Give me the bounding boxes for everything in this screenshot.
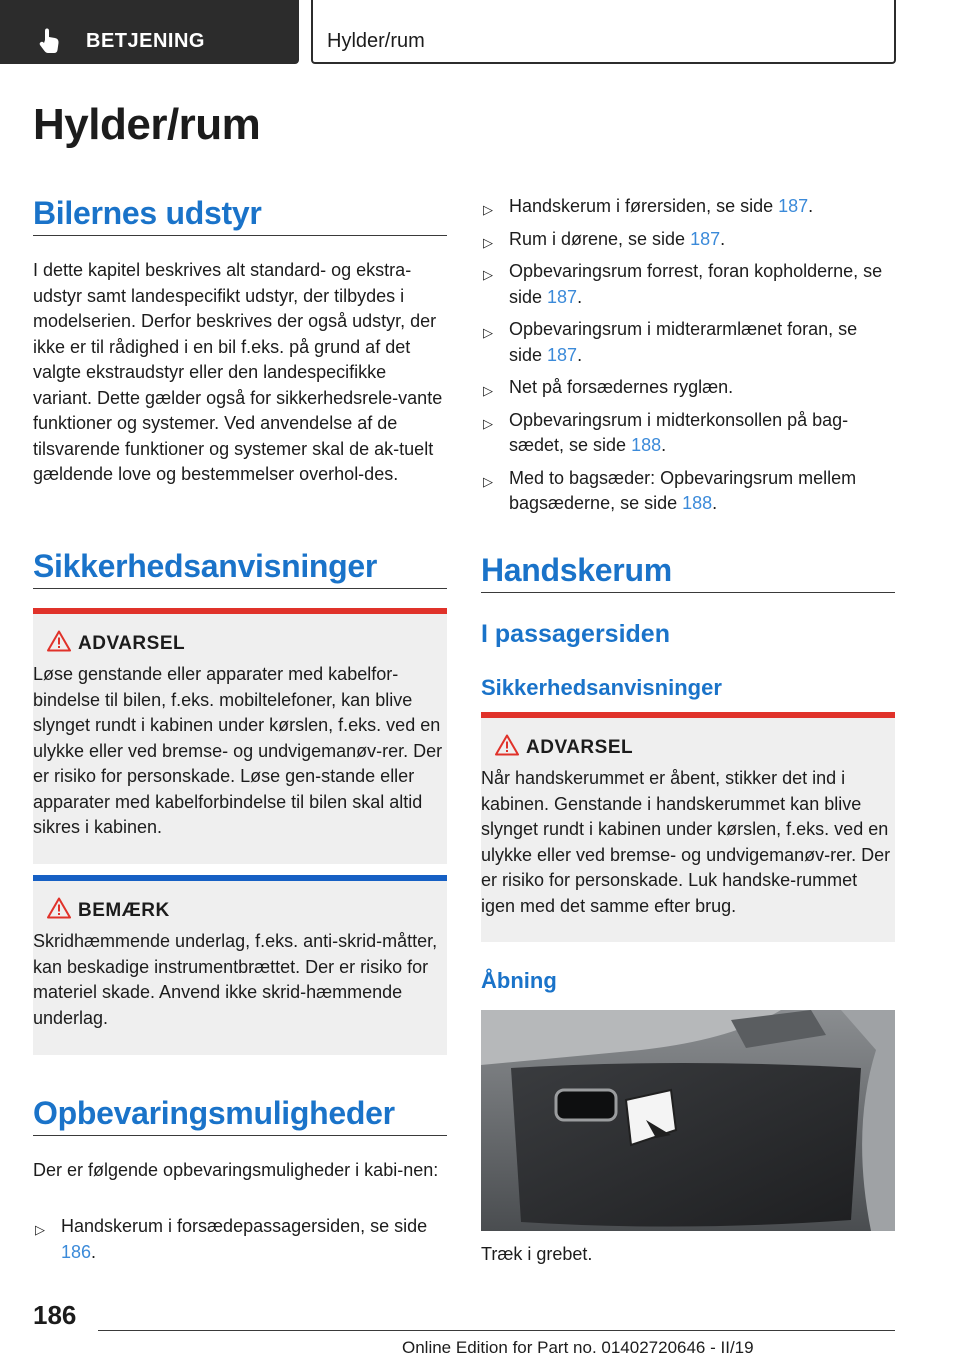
list-item: ▷ Med to bagsæder: Opbevaringsrum mellem bagsæderne, se side 188. bbox=[483, 467, 857, 513]
heading-rule bbox=[33, 235, 447, 236]
topic-title: Hylder/rum bbox=[327, 30, 425, 52]
hand-pointer-icon bbox=[36, 26, 66, 56]
section-title: BETJENING bbox=[86, 30, 205, 52]
heading-safety-sub: Sikkerhedsanvisninger bbox=[481, 675, 722, 700]
warning-bar bbox=[33, 608, 447, 614]
notice-text: Skridhæmmende underlag, f.eks. anti-skrid-måtter, kan beskadige instrumentbrættet. Der er risiko for materiel skade. Anvend ikke skrid-hæmmende underlag. bbox=[33, 931, 438, 1028]
notice-box bbox=[33, 875, 447, 1055]
page-reference-link[interactable]: 187 bbox=[690, 228, 721, 249]
list-item: ▷ Handskerum i førersiden, se side 187. bbox=[481, 194, 895, 220]
warning-box bbox=[33, 608, 447, 864]
heading-equipment: Bilernes udstyr bbox=[33, 195, 262, 231]
edition-info: Online Edition for Part no. 01402720646 - II/19 bbox=[402, 1338, 754, 1357]
page-title: Hylder/rum bbox=[33, 100, 261, 149]
page-reference-link[interactable]: 187 bbox=[778, 196, 809, 216]
bullet-triangle-icon: ▷ bbox=[483, 383, 493, 398]
warning-label: ADVARSEL bbox=[78, 633, 186, 654]
equipment-paragraph: I dette kapitel beskrives alt standard- og ekstra-udstyr samt landespecifikt udstyr, der tilbydes i modelserien. Derfor beskrives der også udstyr, der ikke er til rådighed i en bil f.eks. på grund af det valgte ekstraudstyr eller den landespecifikke variant. Dette gælder også for sikkerhedsrele-vante funktioner og systemer. Ved anvendelse af de tilsvarende funktioner og systemer skal de ak-tuelt gældende love og bestemmelser overhol-des. bbox=[33, 260, 443, 484]
warning-text: Når handskerummet er åbent, stikker det ind i kabinen. Genstande i handskerummet kan blive slynget rundt i kabinen under kørslen, f.eks. ved en ulykke eller ved bremse- og undvigemanøv-rer. Der er risiko for personskade. Luk handske-rummet igen med det samme efter brug. bbox=[481, 768, 891, 916]
heading-glovebox: Handskerum bbox=[481, 552, 672, 588]
list-item: ▷ Rum i dørene, se side 187. bbox=[481, 227, 895, 253]
list-item: ▷ Opbevaringsrum i midterarmlænet foran, se side 187. bbox=[483, 319, 858, 365]
glovebox-illustration bbox=[481, 1010, 895, 1231]
bullet-triangle-icon: ▷ bbox=[483, 325, 493, 340]
notice-bar bbox=[33, 875, 447, 881]
warning-triangle-icon bbox=[495, 734, 519, 756]
storage-intro: Der er følgende opbevaringsmuligheder i kabi-nen: bbox=[33, 1160, 439, 1180]
warning-triangle-icon bbox=[47, 897, 71, 919]
page-reference-link[interactable]: 187 bbox=[547, 286, 578, 307]
page-reference-link[interactable]: 188 bbox=[631, 435, 662, 455]
footer-rule bbox=[98, 1330, 895, 1331]
list-item: ▷ Handskerum i forsædepassagersiden, se side 186. bbox=[35, 1216, 428, 1262]
bullet-triangle-icon: ▷ bbox=[483, 415, 493, 431]
warning-text: Løse genstande eller apparater med kabelfor-bindelse til bilen, f.eks. mobiltelefoner, kan blive slynget rundt i kabinen under kørslen, f.eks. ved en ulykke eller ved bremse- og undvigemanøv-rer. Der er risiko for personskade. Løse gen-stande eller apparater med kabelforbindelse til bilen skal altid sikres i kabinen. bbox=[33, 664, 443, 837]
glovebox-photo bbox=[481, 1010, 895, 1231]
page-reference-link[interactable]: 187 bbox=[547, 344, 578, 365]
list-item: ▷ Opbevaringsrum i midterkonsollen på bag-sædet, se side 188. bbox=[483, 409, 849, 455]
heading-rule bbox=[33, 1135, 447, 1136]
section-tab bbox=[0, 0, 299, 64]
list-item: ▷ Opbevaringsrum forrest, foran kopholderne, se side 187. bbox=[483, 261, 883, 307]
warning-triangle-icon bbox=[47, 630, 71, 652]
page-number: 186 bbox=[33, 1300, 77, 1330]
heading-rule bbox=[481, 592, 895, 593]
page-reference-link[interactable]: 188 bbox=[682, 493, 713, 513]
list-item: ▷ Net på forsædernes ryglæn. bbox=[481, 375, 895, 401]
warning-label: ADVARSEL bbox=[526, 737, 634, 758]
heading-passenger-side: I passagersiden bbox=[481, 620, 670, 648]
heading-storage: Opbevaringsmuligheder bbox=[33, 1095, 395, 1131]
notice-label: BEMÆRK bbox=[78, 900, 170, 921]
heading-rule bbox=[33, 588, 447, 589]
bullet-triangle-icon: ▷ bbox=[483, 267, 493, 282]
photo-caption: Træk i grebet. bbox=[481, 1244, 593, 1264]
storage-list-right bbox=[481, 194, 895, 524]
bullet-triangle-icon: ▷ bbox=[483, 202, 493, 217]
warning-bar bbox=[481, 712, 895, 718]
heading-safety: Sikkerhedsanvisninger bbox=[33, 548, 378, 584]
page-reference-link[interactable]: 186 bbox=[61, 1241, 92, 1262]
heading-opening: Åbning bbox=[481, 968, 557, 993]
topic-tab bbox=[311, 0, 896, 64]
bullet-triangle-icon: ▷ bbox=[483, 473, 493, 489]
bullet-triangle-icon: ▷ bbox=[483, 234, 493, 250]
bullet-triangle-icon: ▷ bbox=[35, 1222, 45, 1237]
warning-box bbox=[481, 712, 895, 942]
storage-list-left bbox=[33, 1214, 447, 1272]
page-header bbox=[0, 0, 960, 66]
